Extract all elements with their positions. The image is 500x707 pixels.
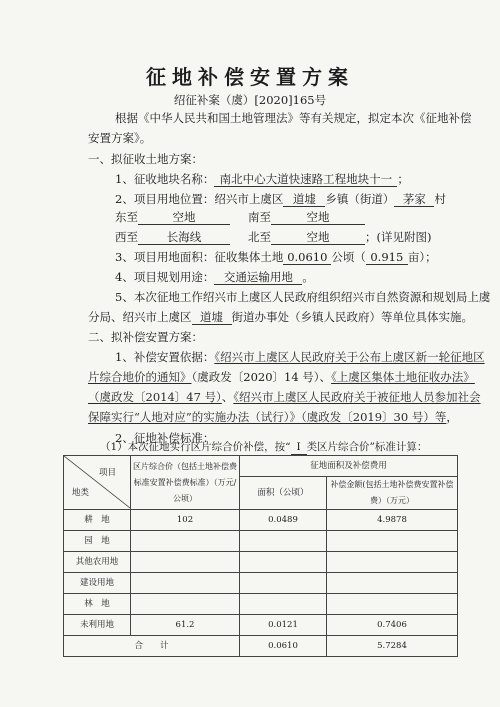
row-price <box>131 552 240 573</box>
table-row <box>64 594 458 615</box>
row-amount <box>327 531 458 552</box>
header-zone-price: 区片综合价（包括土地补偿费标准安置补偿费标准）（万元/公顷） <box>131 456 240 510</box>
basis-doc-1a: 《绍兴市上虞区人民政府关于公布上虞区新一轮征地区 <box>214 350 485 364</box>
standards-sub-b: 类区片综合价”标准计算： <box>306 441 428 453</box>
item-3-label: 3、项目用地面积：征收集体土地 <box>115 250 284 264</box>
row-amount <box>327 552 458 573</box>
item-5-line-2 <box>88 310 473 325</box>
total-label: 合 计 <box>64 636 240 657</box>
table-row <box>64 552 458 573</box>
item-3-area <box>115 250 437 265</box>
row-area <box>240 594 327 615</box>
standards-heading: 2、征地补偿标准： <box>115 431 215 445</box>
basis-sep: 、 <box>221 390 234 404</box>
east-value: 空地 <box>138 211 230 225</box>
basis-doc-3b: 保障实行“人地对应”的实施办法（试行）》 <box>88 410 302 424</box>
item-2-mid: 乡镇（街道） <box>325 192 395 206</box>
item-2-village: 茅家 <box>394 193 434 207</box>
item-1-parcel-name <box>115 172 409 187</box>
section-1-heading: 一、拟征收土地方案： <box>88 152 203 166</box>
item-5-part-b: 街道办事处（乡镇人民政府）等单位具体实施。 <box>231 310 473 324</box>
area-unit-2: 亩）； <box>407 250 437 264</box>
row-amount: 4.9878 <box>327 510 458 531</box>
south-label: 南至 <box>248 210 271 224</box>
table-row <box>64 573 458 594</box>
south-value: 空地 <box>271 211 365 225</box>
boundary-west-north <box>115 230 431 245</box>
item-2-location <box>115 192 446 207</box>
item-1-label: 1、征收地块名称： <box>115 172 215 186</box>
basis-line-4 <box>88 410 458 424</box>
item-4-label: 4、项目规划用途： <box>115 270 215 284</box>
area-mu: 0.915 <box>366 251 408 265</box>
item-2-label: 2、项目用地位置：绍兴市上虞区 <box>115 192 284 206</box>
basis-doc-3a: 《绍兴市上虞区人民政府关于被征地人员参加社会 <box>233 390 481 404</box>
total-area: 0.0610 <box>240 636 327 657</box>
row-price <box>131 531 240 552</box>
basis-doc-3-no: （虞政发〔2019〕30 号）等 <box>301 410 447 424</box>
item-2-end: 村 <box>434 192 446 206</box>
east-label: 东至 <box>115 210 138 224</box>
compensation-table <box>63 455 458 657</box>
west-value: 长海线 <box>138 231 230 245</box>
row-price <box>131 594 240 615</box>
row-amount <box>327 594 458 615</box>
boundary-end: ；(详见附图) <box>365 230 432 244</box>
item-1-value: 南北中心大道快速路工程地块十一 <box>214 173 397 187</box>
north-value: 空地 <box>271 231 365 245</box>
standards-sub-line <box>100 440 427 455</box>
table-total-row <box>64 636 458 657</box>
row-amount: 0.7406 <box>327 615 458 636</box>
row-amount <box>327 573 458 594</box>
item-4-value: 交通运输用地 <box>214 271 302 285</box>
row-area: 0.0489 <box>240 510 327 531</box>
intro-line-1: 根据《中华人民共和国土地管理法》等有关规定，拟定本次《征地补偿 <box>115 111 472 125</box>
zone-class: I <box>291 441 307 455</box>
row-price: 102 <box>131 510 240 531</box>
west-label: 西至 <box>115 230 138 244</box>
item-2-town: 道墟 <box>283 193 325 207</box>
row-land-type: 未利用地 <box>64 615 131 636</box>
header-area-and-fees: 征地面积及补偿费用 <box>240 456 458 477</box>
basis-line-1 <box>115 350 485 364</box>
header-item: 项目 <box>98 468 116 478</box>
header-area: 面积（公顷） <box>240 477 327 510</box>
basis-line-3 <box>88 390 481 404</box>
item-4-end: 。 <box>302 270 314 284</box>
boundary-east-south <box>115 210 365 225</box>
area-hectares: 0.0610 <box>283 251 331 265</box>
row-price: 61.2 <box>131 615 240 636</box>
document-number: 绍征补案（虞）[2020]165号 <box>173 93 327 107</box>
row-land-type: 其他农用地 <box>64 552 131 573</box>
header-amount: 补偿金额(包括土地补偿费安置补偿费）（万元） <box>327 477 458 510</box>
intro-line-2: 安置方案》。 <box>88 131 152 145</box>
section-2-heading: 二、拟补偿安置方案： <box>88 330 203 344</box>
item-5-line-1: 5、本次征地工作绍兴市上虞区人民政府组织绍兴市自然资源和规划局上虞 <box>115 290 491 304</box>
row-area: 0.0121 <box>240 615 327 636</box>
item-5-town: 道墟 <box>192 311 232 325</box>
basis-doc-2: 《上虞区集体土地征收办法》 <box>331 370 475 384</box>
basis-doc-1b: 片综合地价的通知》 <box>88 370 192 384</box>
header-land-type: 地类 <box>72 488 90 498</box>
north-label: 北至 <box>248 230 271 244</box>
table-row <box>64 510 458 531</box>
item-5-part-a: 分局、绍兴市上虞区 <box>88 310 192 324</box>
item-1-end: ； <box>397 172 409 186</box>
row-land-type: 建设用地 <box>64 573 131 594</box>
table-row <box>64 531 458 552</box>
item-4-usage <box>115 270 314 285</box>
standards-sub-a: （1）本次征地实行区片综合价补偿，按“ <box>100 441 291 453</box>
basis-line-2 <box>88 370 475 384</box>
table-row <box>64 615 458 636</box>
row-area <box>240 531 327 552</box>
basis-label: 1、补偿安置依据： <box>115 350 215 364</box>
area-unit-1: 公顷（ <box>331 250 366 264</box>
basis-end: ， <box>446 410 458 424</box>
row-area <box>240 552 327 573</box>
basis-doc-2-no: （虞政发〔2014〕47 号） <box>88 390 222 404</box>
row-land-type: 园 地 <box>64 531 131 552</box>
row-area <box>240 573 327 594</box>
table-corner-header <box>64 456 131 510</box>
row-land-type: 林 地 <box>64 594 131 615</box>
document-title: 征地补偿安置方案 <box>146 65 354 89</box>
basis-doc-1-no: （虞政发〔2020〕14 号）、 <box>191 370 332 384</box>
total-amount: 5.7284 <box>327 636 458 657</box>
row-land-type: 耕 地 <box>64 510 131 531</box>
row-price <box>131 573 240 594</box>
